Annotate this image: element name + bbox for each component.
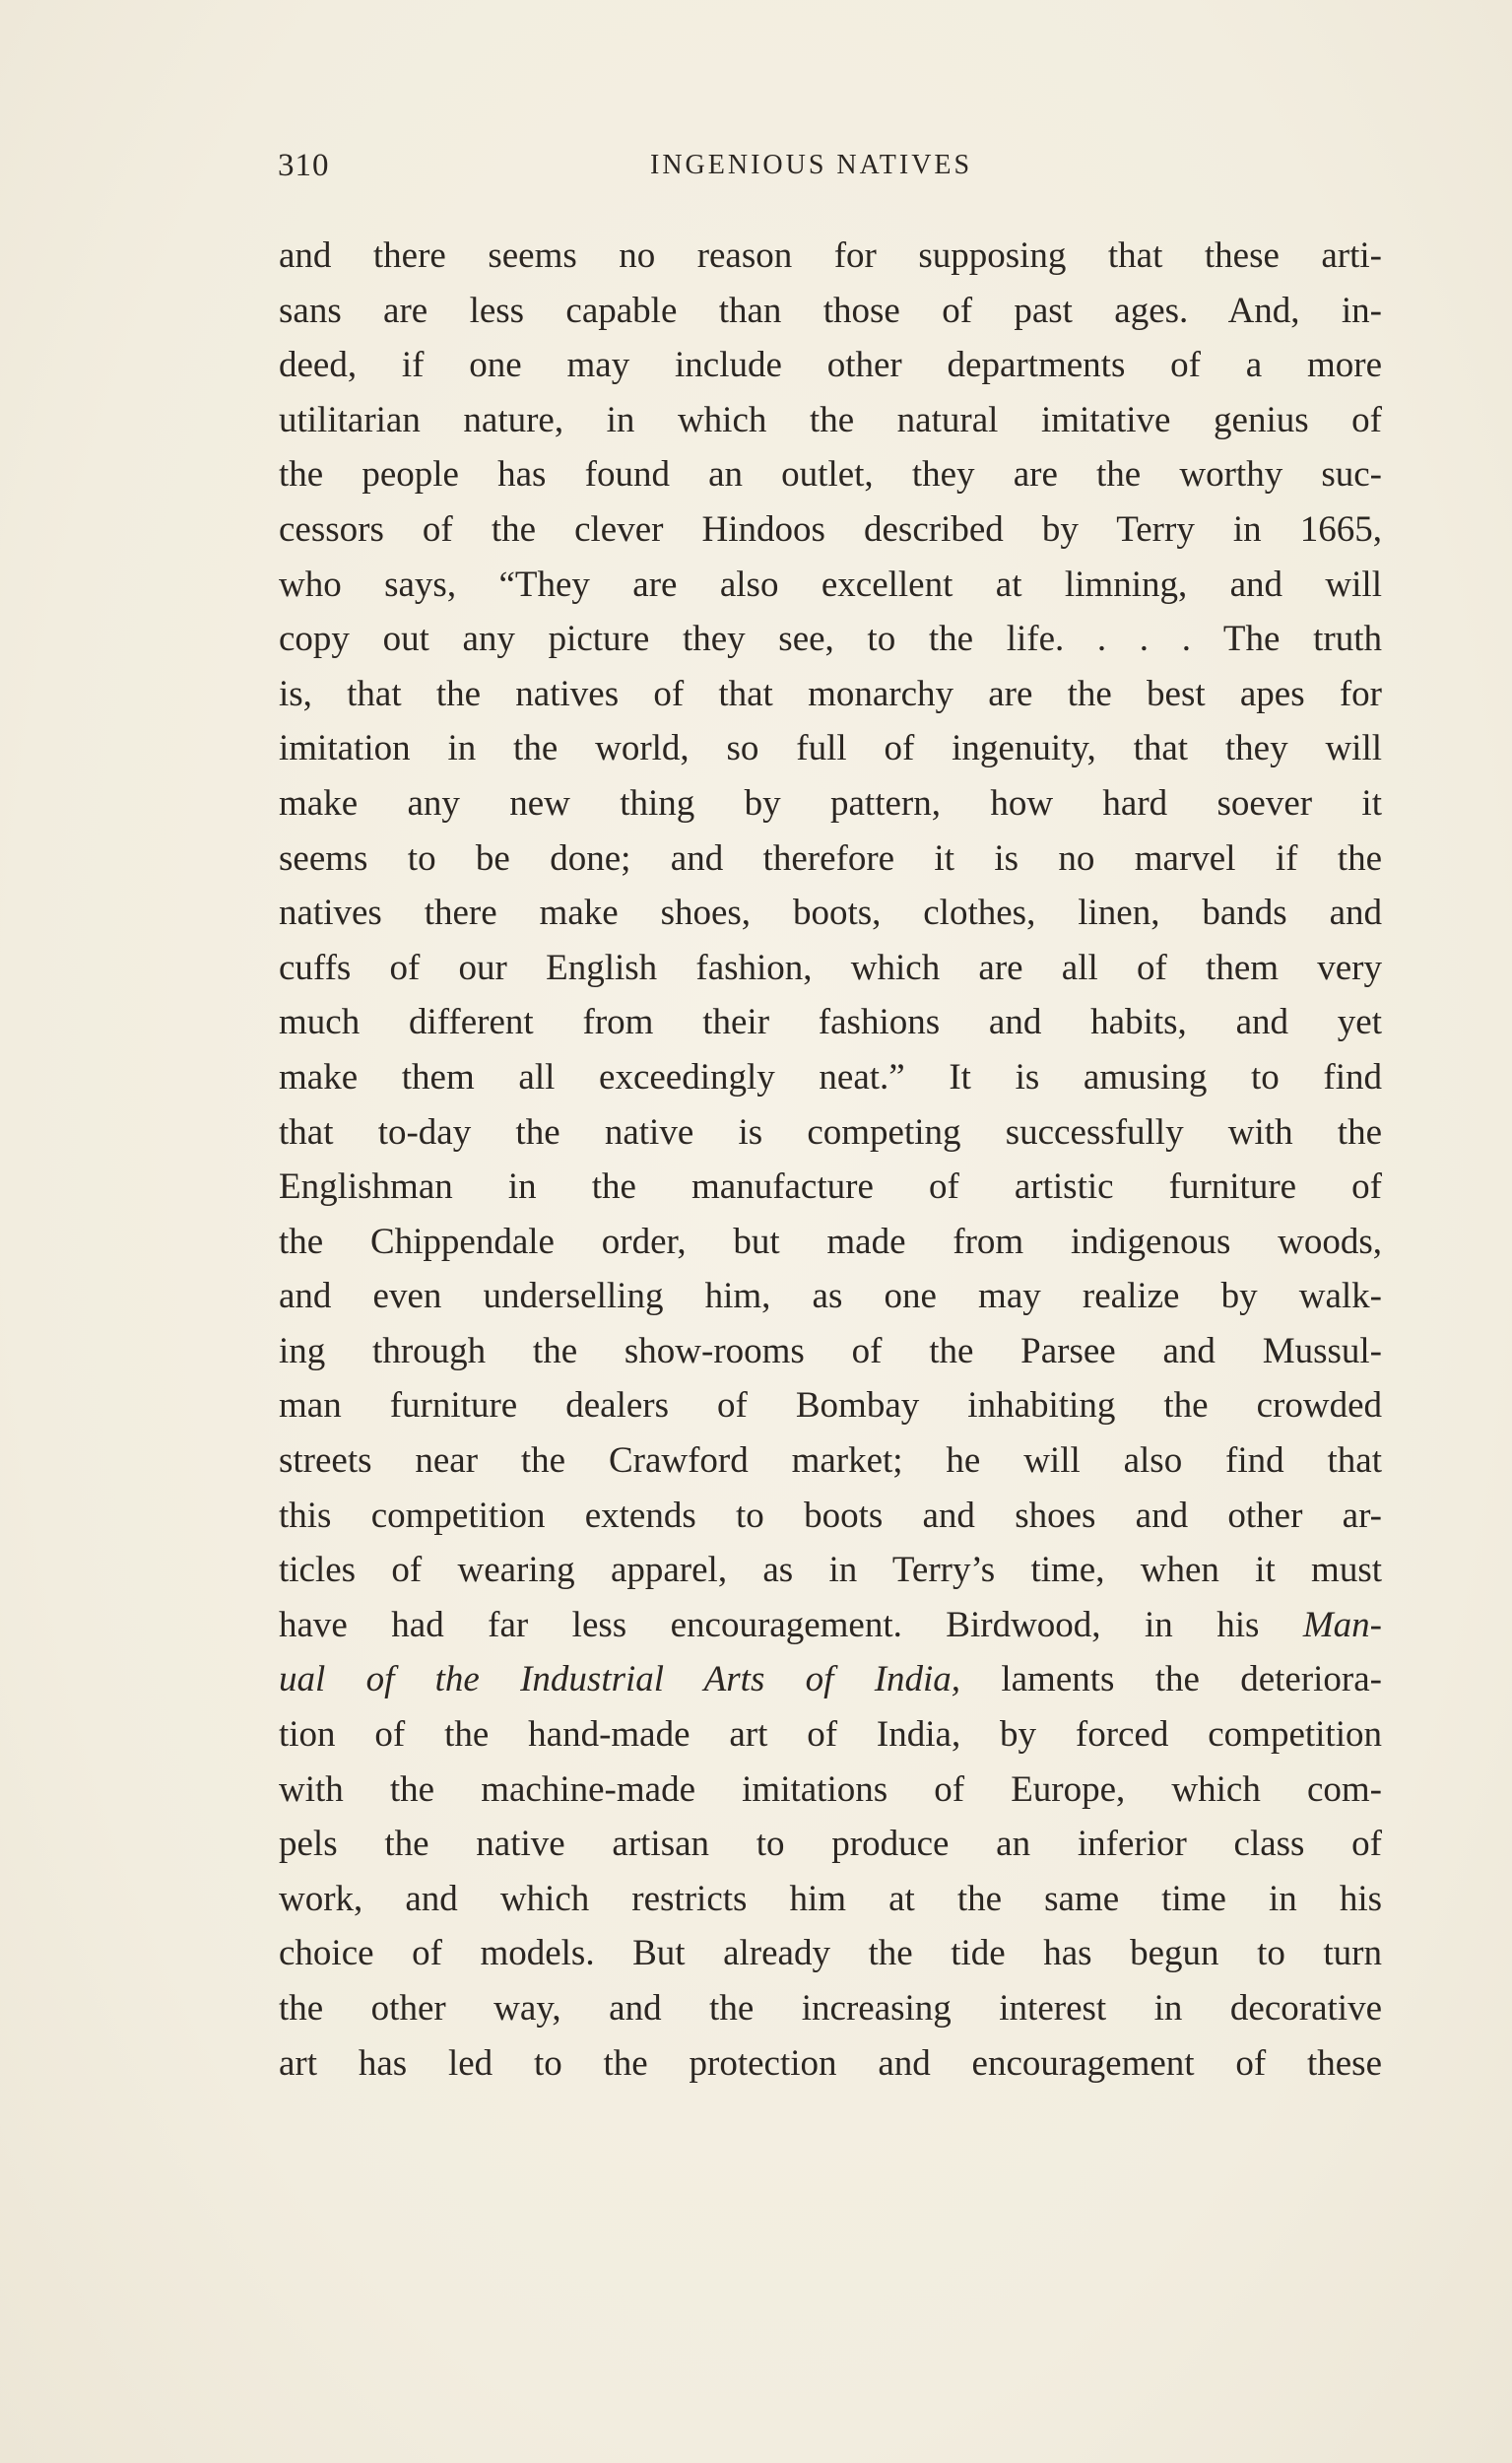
text-line: natives there make shoes, boots, clothes, linen, bands and: [279, 893, 1382, 934]
text-line: and even underselling him, as one may realize by walk-: [279, 1276, 1382, 1317]
text-line-with-italic: [279, 1652, 1382, 1707]
text-line: Englishman in the manufacture of artistic furniture of: [279, 1166, 1382, 1208]
text-line: copy out any picture they see, to the life. . . . The truth: [279, 619, 1382, 660]
text-line: make any new thing by pattern, how hard soever it: [279, 782, 1382, 824]
text-line: deed, if one may include other departments of a more: [279, 345, 1382, 386]
text-line: art has led to the protection and encouragement of these: [279, 2042, 1382, 2084]
text-line: with the machine-made imitations of Europe, which com-: [279, 1768, 1382, 1810]
text-line: imitation in the world, so full of ingenuity, that they will: [279, 728, 1382, 769]
text-line: work, and which restricts him at the same time in his: [279, 1878, 1382, 1919]
page-number: 310: [278, 148, 330, 183]
book-title-italic: Man-: [1302, 1604, 1382, 1645]
text-line: much different from their fashions and habits, and yet: [279, 1002, 1382, 1043]
text-line: make them all exceedingly neat.” It is amusing to find: [279, 1056, 1382, 1098]
text-line: is, that the natives of that monarchy are the best apes for: [279, 673, 1382, 714]
text-line: man furniture dealers of Bombay inhabiting the crowded: [279, 1385, 1382, 1427]
running-title: INGENIOUS NATIVES: [650, 150, 973, 180]
text-line: the Chippendale order, but made from indigenous woods,: [279, 1221, 1382, 1262]
text-segment: laments the deteriora-: [960, 1659, 1382, 1700]
text-line: cessors of the clever Hindoos described by Terry in 1665,: [279, 508, 1382, 550]
text-line: that to-day the native is competing successfully with the: [279, 1111, 1382, 1153]
text-line: ticles of wearing apparel, as in Terry’s time, when it must: [279, 1550, 1382, 1591]
text-line: who says, “They are also excellent at limning, and will: [279, 564, 1382, 605]
text-line: and there seems no reason for supposing that these arti-: [279, 235, 1382, 276]
text-line: streets near the Crawford market; he will also find that: [279, 1440, 1382, 1482]
running-head: [278, 148, 1381, 191]
text-line: seems to be done; and therefore it is no marvel if the: [279, 837, 1382, 879]
text-line: utilitarian nature, in which the natural imitative genius of: [279, 399, 1382, 440]
text-line: the people has found an outlet, they are the worthy suc-: [279, 454, 1382, 496]
text-line: choice of models. But already the tide has begun to turn: [279, 1933, 1382, 1974]
body-text: [279, 229, 1382, 2091]
text-segment: have had far less encouragement. Birdwood, in his: [279, 1604, 1303, 1645]
text-line: this competition extends to boots and shoes and other ar-: [279, 1495, 1382, 1536]
text-line: sans are less capable than those of past ages. And, in-: [279, 290, 1382, 331]
text-line: tion of the hand-made art of India, by forced competition: [279, 1714, 1382, 1756]
text-line: cuffs of our English fashion, which are all of them very: [279, 947, 1382, 988]
book-title-italic: ual of the Industrial Arts of India,: [279, 1659, 961, 1700]
text-line: the other way, and the increasing interest in decorative: [279, 1988, 1382, 2029]
text-line-with-italic: [279, 1598, 1382, 1653]
text-line: pels the native artisan to produce an inferior class of: [279, 1824, 1382, 1865]
text-line: ing through the show-rooms of the Parsee and Mussul-: [279, 1330, 1382, 1371]
